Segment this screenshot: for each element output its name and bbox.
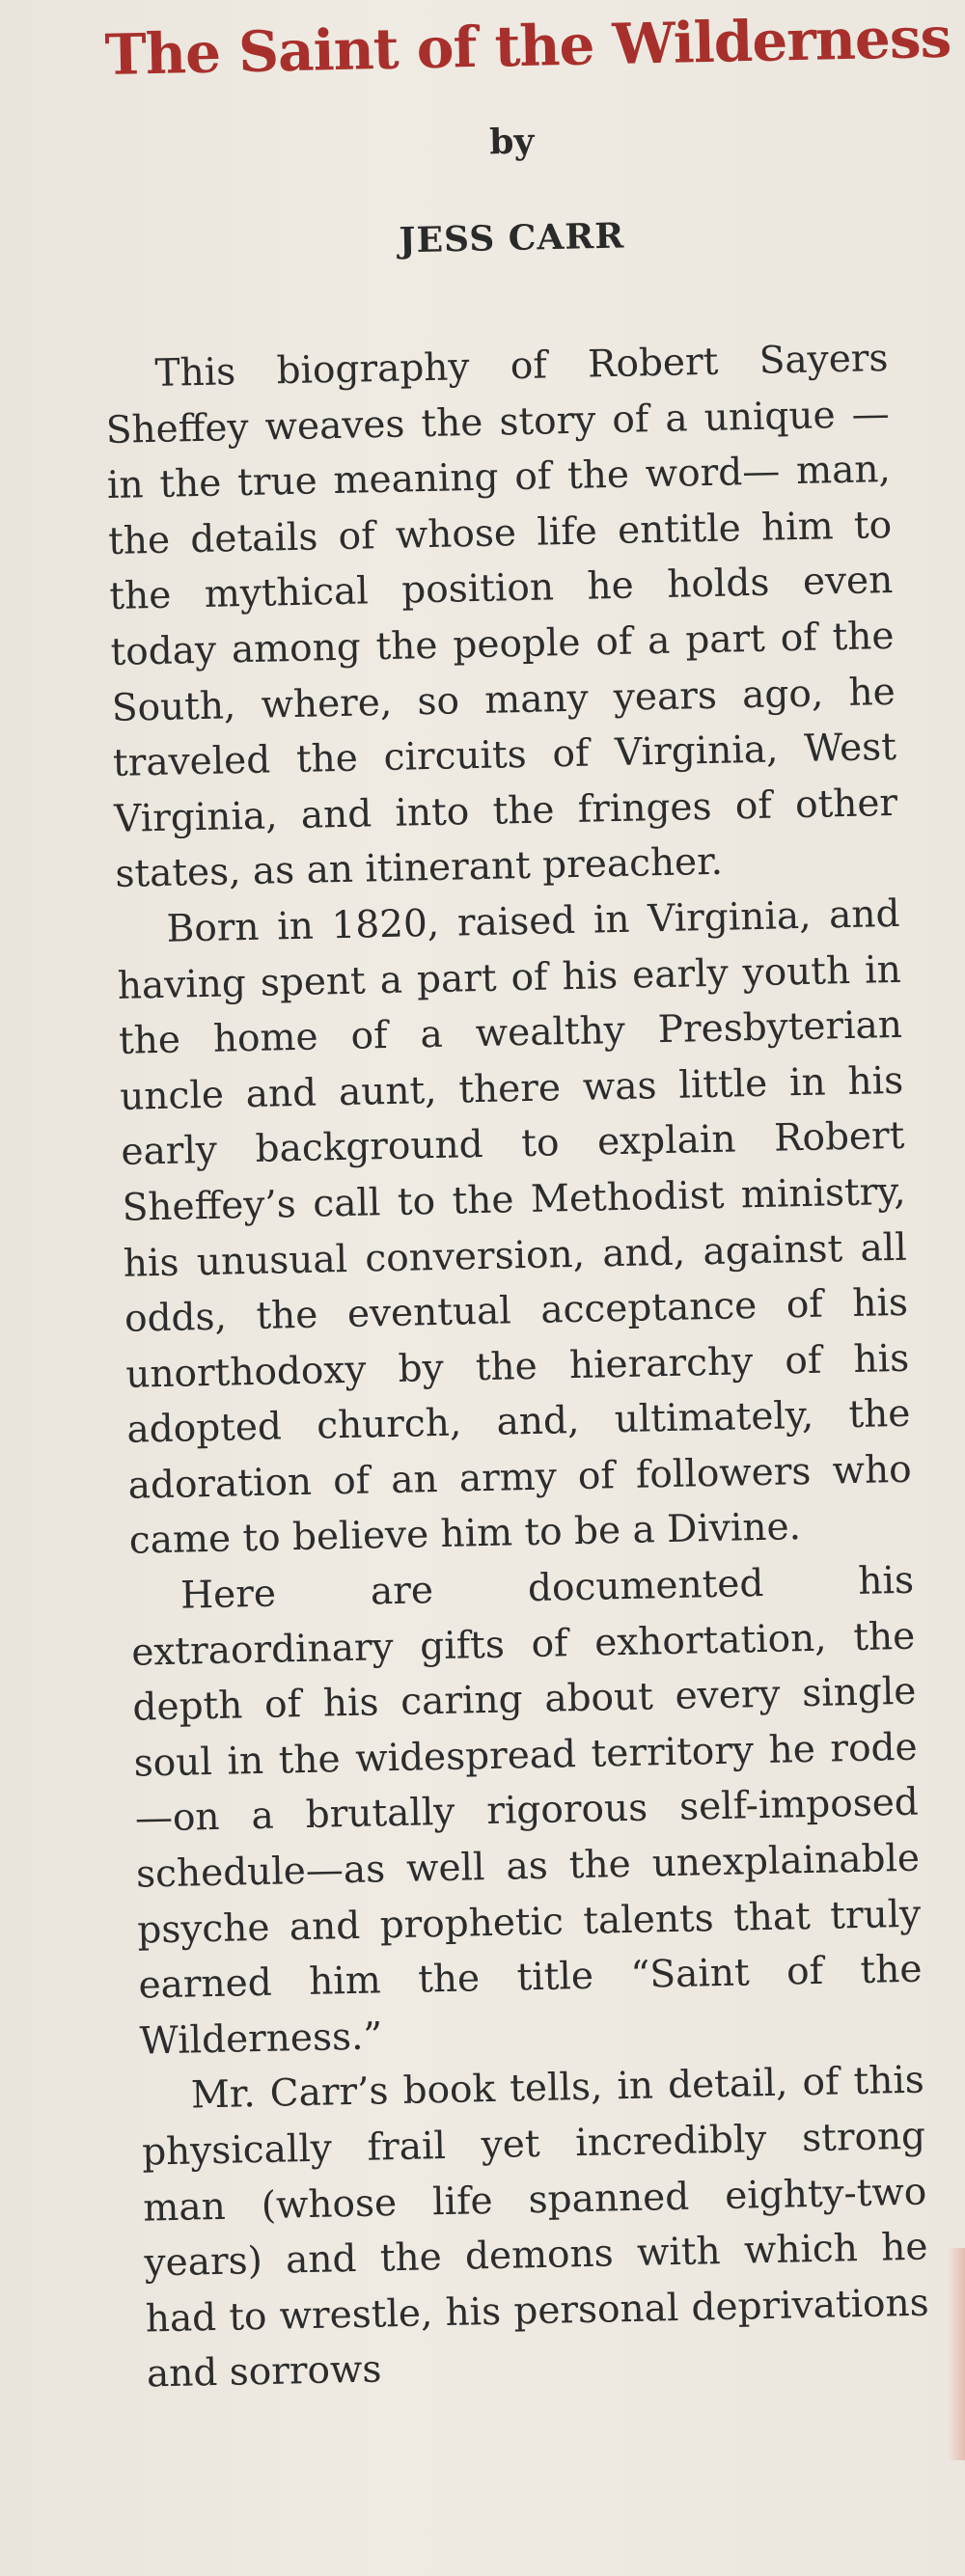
book-title: The Saint of the Wilderness [104, 4, 951, 88]
paragraph: Here are documented his extraordinary gifts of exhortation, the depth of his caring about every single soul in the widespread territory he rode—on a brutally rigorous self-imposed schedule—as well as the unexplainable psyche and prophetic talents that truly earned him the title “Saint of the Wilderness.” [130, 1558, 923, 2064]
paragraph: This biography of Robert Sayers Sheffey weaves the story of a unique —in the true meaning of the word— man, the details of whose life entitle him to the mythical position he holds even today among the people of a part of the South, where, so many years ago, he traveled the circuits of Virginia, West Virginia, and into the fringes of other states, as an itinerant preacher. [105, 336, 898, 897]
paragraph: Mr. Carr’s book tells, in detail, of this physically frail yet incredibly strong man (whose life spanned eighty-two years) and the demons with which he had to wrestle, his personal deprivations and sorrows [141, 2059, 930, 2397]
author-name: JESS CARR [399, 215, 625, 261]
byline-by: by [488, 121, 535, 163]
paragraph: Born in 1820, raised in Virginia, and having spent a part of his early youth in the home of a wealthy Presbyterian uncle and aunt, there was little in his early background to explain Robert Sheffey’s call to the Methodist ministry, his unusual conversion, and, against all odds, the eventual acceptance of his unorthodoxy by the hierarchy of his adopted church, and, ultimately, the adoration of an army of followers who came to believe him to be a Divine. [117, 891, 913, 1564]
page-edge-tint [948, 2248, 965, 2460]
description-text [104, 331, 930, 2403]
